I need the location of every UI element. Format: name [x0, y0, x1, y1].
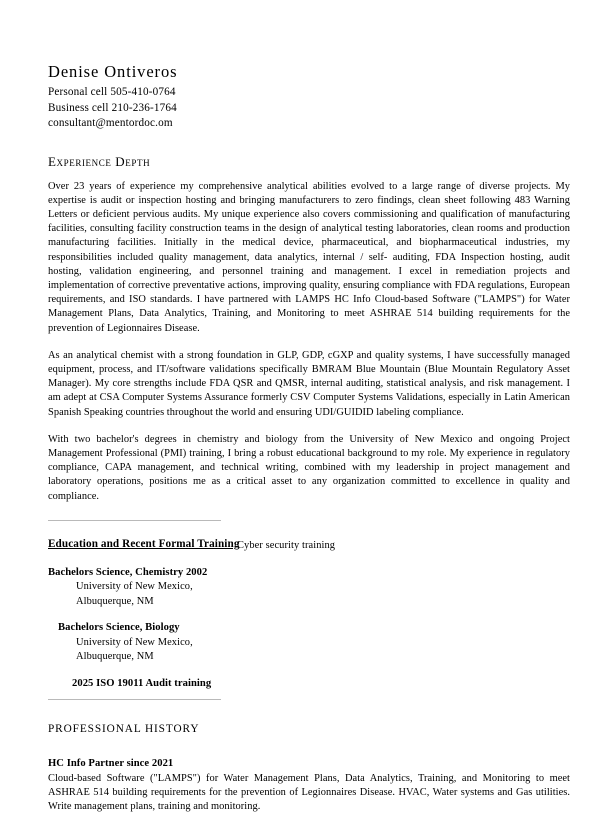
experience-paragraph-2: As an analytical chemist with a strong foundation in GLP, GDP, cGXP and quality systems, I have successfully managed equipment, process, and IT/software validations specifically BMRAM Blue Mountain (Blue Mountain Regulatory Asset Manager). My core strengths include FDA QSR and QMSR, internal auditing, statistical analysis, and risk management. I am adept at CSA Computer Systems Assurance formerly CSV Computer Systems Validations, especially in Latin American Spanish Speaking countries throughout the world and ensuring UDI/GUIDID labeling compliance.: [48, 349, 570, 418]
experience-paragraph-3: With two bachelor's degrees in chemistry and biology from the University of New Mexico and ongoing Project Management Professional (PMI) training, I bring a robust educational background to my role. My experience in regulatory compliance, CAPA management, and technical writing, combined with my leadership in project management and laboratory operations, positions me as a critical asset to any organization committed to excellence in quality and compliance.: [48, 433, 570, 502]
education-training-line: 2025 ISO 19011 Audit training: [72, 677, 212, 689]
contact-header: [48, 62, 570, 132]
experience-depth-body: [48, 180, 570, 504]
email-line: consultant@mentordoc.om: [48, 117, 173, 129]
degree-title: Bachelors Science, Chemistry 2002: [48, 566, 208, 578]
degree-location: Albuquerque, NM: [76, 595, 154, 607]
education-heading: Education and Recent Formal Training: [48, 537, 240, 550]
degree-title: Bachelors Science, Biology: [58, 622, 180, 634]
experience-paragraph-1: Over 23 years of experience my comprehensive analytical abilities evolved to a large range of diverse projects. My expertise is audit or inspection hosting and bringing manufacturers to zero findings, clean sheet following 483 Warning Letters or deficient pervious audits. My unique experience also covers commissioning and qualification of manufacturing facilities, consulting facility construction teams in the design of analytical testing laboratories, clean rooms and production manufacturing facilities. Initially in the medical device, pharmaceutical, and biopharmaceutical industries, my responsibilities included quality management, data analytics, internal / self- auditing, FDA Inspection hosting, audit hosting, validation engineering, and personnel training and management. I excel in remediation projects and implementation of corrective preventative actions, improving quality, ensuring compliance with FDA regulations, European requirements, and ISO standards. I have partnered with LAMPS HC Info Cloud-based Software ("LAMPS") for Water Management Plans, Data Analytics, Training, and Monitoring to meet ASHRAE 514 building requirements for the prevention of Legionnaires Disease.: [48, 180, 570, 334]
experience-depth-heading: Experience Depth: [48, 153, 151, 169]
education-side-note: Cyber security training: [237, 540, 336, 551]
candidate-name: Denise Ontiveros: [48, 62, 178, 81]
degree-school: University of New Mexico,: [76, 581, 193, 593]
education-entry-chemistry: [48, 566, 570, 610]
personal-cell-line: Personal cell 505-410-0764: [48, 86, 176, 98]
business-cell-line: Business cell 210-236-1764: [48, 101, 177, 114]
degree-location: Albuquerque, NM: [76, 651, 154, 663]
degree-school: University of New Mexico,: [76, 636, 193, 648]
education-entry-biology: [48, 621, 570, 665]
job-entry-hc-info: [48, 757, 570, 814]
resume-content: [48, 62, 570, 814]
job-title: HC Info Partner since 2021: [48, 758, 174, 770]
professional-history-heading: PROFESSIONAL HISTORY: [48, 723, 200, 736]
job-description: Cloud-based Software ("LAMPS") for Water Management Plans, Data Analytics, Training, and Monitoring to meet ASHRAE 514 building requirements for the prevention of Legionnaires Disease. HVAC, Water systems and Gas utilities. Write management plans, training and monitoring.: [48, 772, 570, 813]
